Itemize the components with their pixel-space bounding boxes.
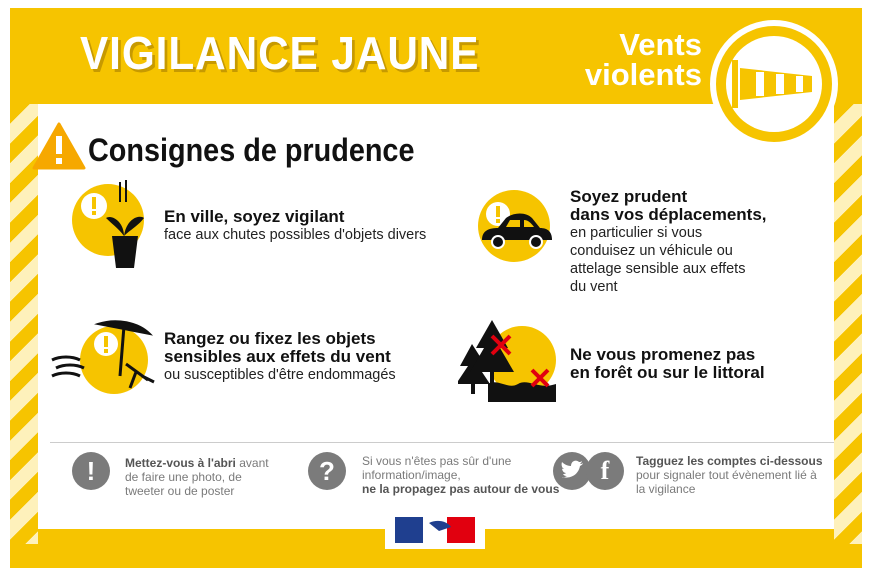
falling-flowerpot-icon: [72, 180, 152, 276]
item2-regular3: attelage sensible aux effets: [570, 261, 746, 277]
exclamation-icon: !: [72, 452, 110, 490]
footer-rumor: [362, 454, 562, 496]
item2-regular1: en particulier si vous: [570, 225, 703, 241]
footer-separator: [50, 442, 834, 443]
footer-rumor-reg2: information/image,: [362, 468, 461, 482]
item4-text: [570, 346, 765, 382]
item1-regular: face aux chutes possibles d'objets divers: [164, 227, 427, 243]
hazard-label: [584, 27, 702, 92]
footer-shelter: [125, 456, 295, 498]
windsock-badge: [710, 20, 838, 148]
item3-bold2: sensibles aux effets du vent: [164, 347, 391, 366]
left-stripes: [10, 104, 38, 544]
hazard-line2: violents: [584, 57, 702, 92]
marianne-logo-icon: [385, 511, 485, 549]
footer-rumor-bold: ne la propagez pas autour de vous: [362, 482, 560, 496]
poster-title: VIGILANCE JAUNE: [80, 27, 480, 79]
item2-regular4: du vent: [570, 279, 618, 295]
footer-shelter-reg1: avant: [235, 456, 269, 470]
item2-regular2: conduisez un véhicule ou: [570, 243, 733, 259]
item2-bold2: dans vos déplacements,: [570, 205, 767, 224]
warning-triangle-icon: [32, 122, 86, 170]
car-icon: [476, 194, 556, 254]
item2-bold1: Soyez prudent: [570, 187, 688, 206]
footer-rumor-reg1: Si vous n'êtes pas sûr d'une: [362, 454, 512, 468]
footer-tag-bold: Tagguez les comptes ci-dessous: [636, 454, 823, 468]
section-title: Consignes de prudence: [88, 132, 415, 168]
footer-shelter-bold: Mettez-vous à l'abri: [125, 456, 236, 470]
facebook-icon: f: [586, 452, 624, 490]
item3-bold1: Rangez ou fixez les objets: [164, 329, 376, 348]
footer-tag-reg1: pour signaler tout évènement lié à: [636, 468, 817, 482]
forest-coast-icon: [458, 314, 558, 402]
item1-text: [164, 208, 426, 244]
item4-bold2: en forêt ou sur le littoral: [570, 363, 765, 382]
right-stripes: [834, 104, 862, 544]
item4-bold1: Ne vous promenez pas: [570, 345, 756, 364]
poster-frame: [10, 8, 862, 568]
footer-shelter-reg2: de faire une photo, de: [125, 470, 242, 484]
item3-text: [164, 330, 396, 384]
footer-tag: [636, 454, 836, 496]
windsock-icon: [730, 56, 820, 112]
parasol-wind-icon: [50, 316, 160, 396]
item1-bold: En ville, soyez vigilant: [164, 207, 345, 226]
hazard-line1: Vents: [619, 27, 702, 62]
item2-text: [570, 188, 767, 296]
footer-shelter-reg3: tweeter ou de poster: [125, 484, 235, 498]
footer-tag-reg2: la vigilance: [636, 482, 696, 496]
question-icon: ?: [308, 452, 346, 490]
item3-regular: ou susceptibles d'être endommagés: [164, 367, 396, 383]
republique-logo: [385, 511, 485, 549]
